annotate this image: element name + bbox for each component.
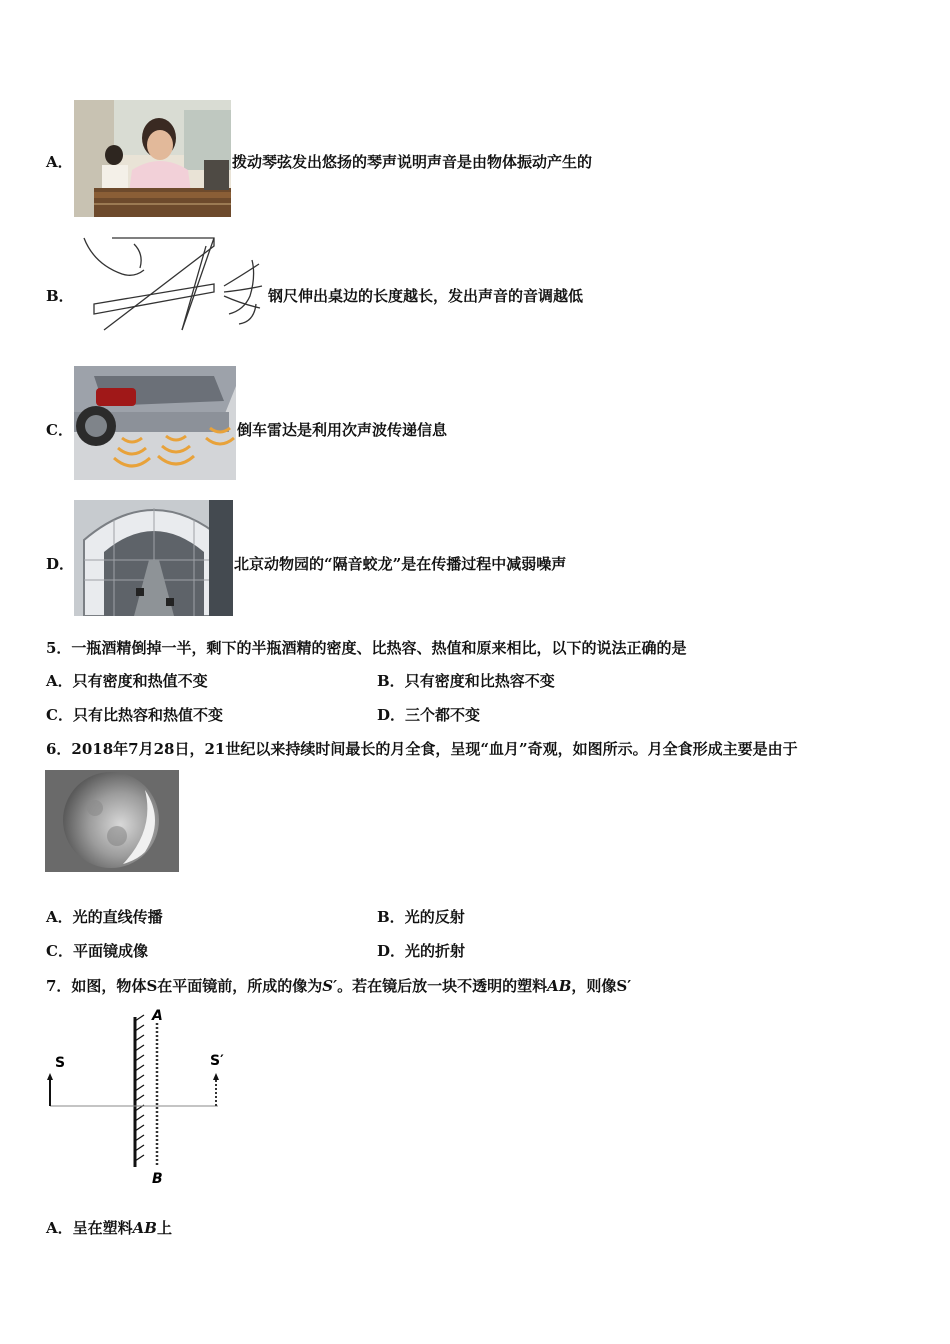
q5-option-b: B．只有密度和比热容不变	[377, 672, 555, 690]
q7-stem: 7．如图，物体S在平面镜前，所成的像为S′。若在镜后放一块不透明的塑料AB，则像S′	[46, 977, 632, 995]
q7-option-a: A．呈在塑料AB上	[46, 1219, 172, 1237]
q6-option-d: D．光的折射	[377, 942, 466, 960]
q4-option-b-text: 钢尺伸出桌边的长度越长，发出声音的音调越低	[268, 287, 584, 305]
label-b: B	[152, 1171, 163, 1187]
q4-option-b-letter: B．	[46, 287, 74, 305]
q5-stem: 5．一瓶酒精倒掉一半，剩下的半瓶酒精的密度、比热容、热值和原来相比，以下的说法正确的是	[46, 639, 687, 657]
q6-option-a: A．光的直线传播	[46, 908, 163, 926]
q5-option-a: A．只有密度和热值不变	[46, 672, 208, 690]
lunar-eclipse-image	[45, 770, 179, 872]
q4-option-a-text: 拨动琴弦发出悠扬的琴声说明声音是由物体振动产生的	[232, 153, 593, 171]
guzheng-photo	[74, 100, 231, 217]
q4-option-c-text: 倒车雷达是利用次声波传递信息	[237, 421, 448, 439]
label-a: A	[152, 1008, 163, 1024]
label-s: S	[55, 1055, 66, 1071]
label-s-prime: S′	[210, 1053, 224, 1069]
noise-barrier-photo	[74, 500, 233, 616]
q5-option-c: C．只有比热容和热值不变	[46, 706, 223, 724]
q6-option-b: B．光的反射	[377, 908, 465, 926]
car-radar-photo	[74, 366, 236, 480]
mirror-diagram	[40, 1005, 240, 1190]
q5-option-d: D．三个都不变	[377, 706, 481, 724]
q4-option-d-letter: D．	[46, 555, 75, 573]
q6-stem: 6．2018年7月28日，21世纪以来持续时间最长的月全食，呈现“血月”奇观，如图所示。月全食形成主要是由于	[46, 740, 798, 758]
q6-option-c: C．平面镜成像	[46, 942, 148, 960]
q4-option-c-letter: C．	[46, 421, 73, 439]
q4-option-d-text: 北京动物园的“隔音蛟龙”是在传播过程中减弱噪声	[234, 555, 567, 573]
q4-option-a-letter: A．	[46, 153, 73, 171]
ruler-table-sketch	[74, 234, 267, 334]
